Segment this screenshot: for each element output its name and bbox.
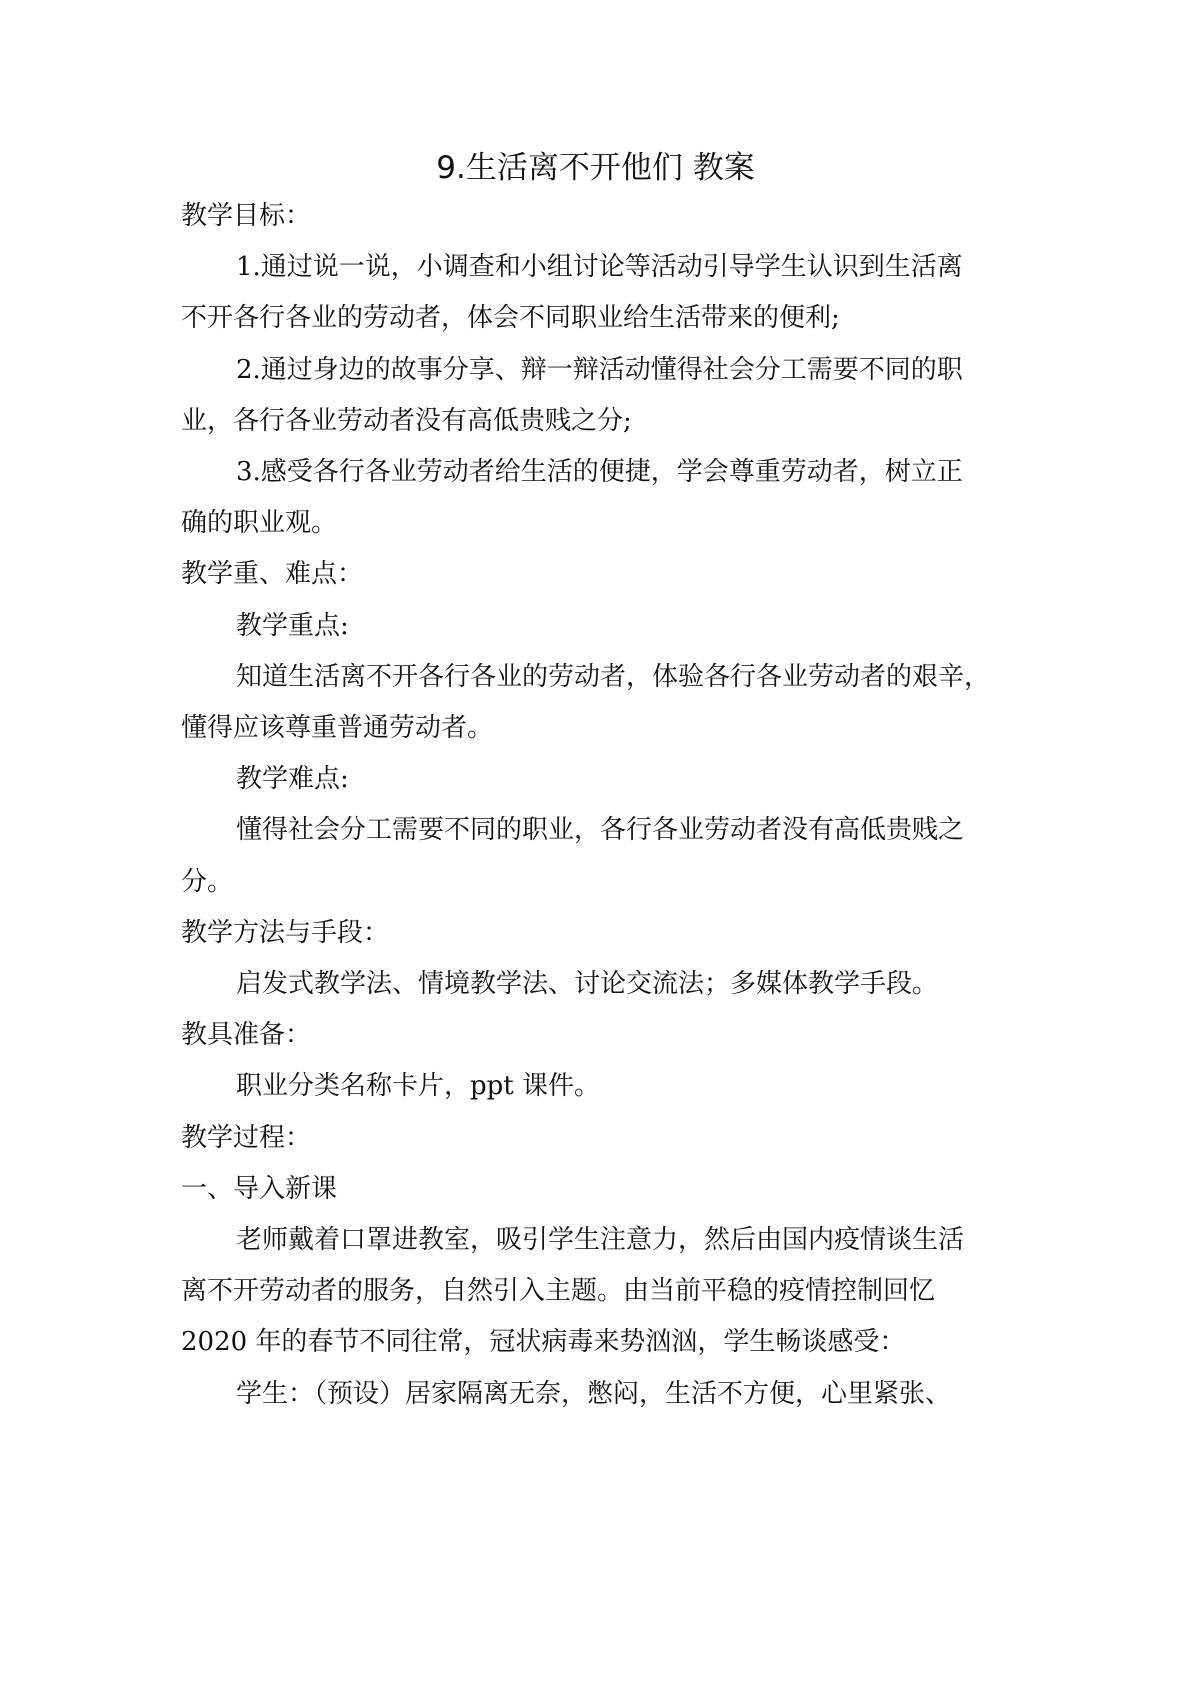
text-line: 老师戴着口罩进教室，吸引学生注意力，然后由国内疫情谈生活 xyxy=(236,1225,965,1255)
text-line: 确的职业观。 xyxy=(181,508,338,538)
text-line: 离不开劳动者的服务，自然引入主题。由当前平稳的疫情控制回忆 xyxy=(181,1276,936,1306)
text-line: 2020 年的春节不同往常，冠状病毒来势汹汹，学生畅谈感受： xyxy=(181,1327,906,1357)
text-line: 启发式教学法、情境教学法、讨论交流法；多媒体教学手段。 xyxy=(236,969,939,999)
text-line: 1.通过说一说，小调查和小组讨论等活动引导学生认识到生活离 xyxy=(236,252,963,282)
text-line: 教学重、难点： xyxy=(181,559,364,589)
text-line: 知道生活离不开各行各业的劳动者，体验各行各业劳动者的艰辛， xyxy=(236,662,991,692)
text-line: 懂得社会分工需要不同的职业，各行各业劳动者没有高低贵贱之 xyxy=(236,815,965,845)
text-line: 教学重点: xyxy=(236,611,349,641)
text-line: 一、导入新课 xyxy=(181,1174,338,1204)
text-line: 不开各行各业的劳动者，体会不同职业给生活带来的便利; xyxy=(181,303,840,333)
text-line: 教具准备： xyxy=(181,1020,312,1050)
text-line: 职业分类名称卡片，ppt 课件。 xyxy=(236,1071,601,1101)
text-line: 3.感受各行各业劳动者给生活的便捷，学会尊重劳动者，树立正 xyxy=(236,457,963,487)
text-line: 2.通过身边的故事分享、辩一辩活动懂得社会分工需要不同的职 xyxy=(236,355,963,385)
text-line: 教学方法与手段： xyxy=(181,918,390,948)
text-line: 教学难点: xyxy=(236,764,349,794)
text-line: 业，各行各业劳动者没有高低贵贱之分; xyxy=(181,406,632,436)
text-line: 教学过程： xyxy=(181,1123,312,1153)
text-line: 分。 xyxy=(181,867,234,897)
text-line: 学生：（预设）居家隔离无奈，憋闷，生活不方便，心里紧张、 xyxy=(236,1379,952,1409)
text-line: 教学目标： xyxy=(181,201,312,231)
document-title: 9.生活离不开他们 教案 xyxy=(436,150,755,186)
text-line: 懂得应该尊重普通劳动者。 xyxy=(181,713,494,743)
